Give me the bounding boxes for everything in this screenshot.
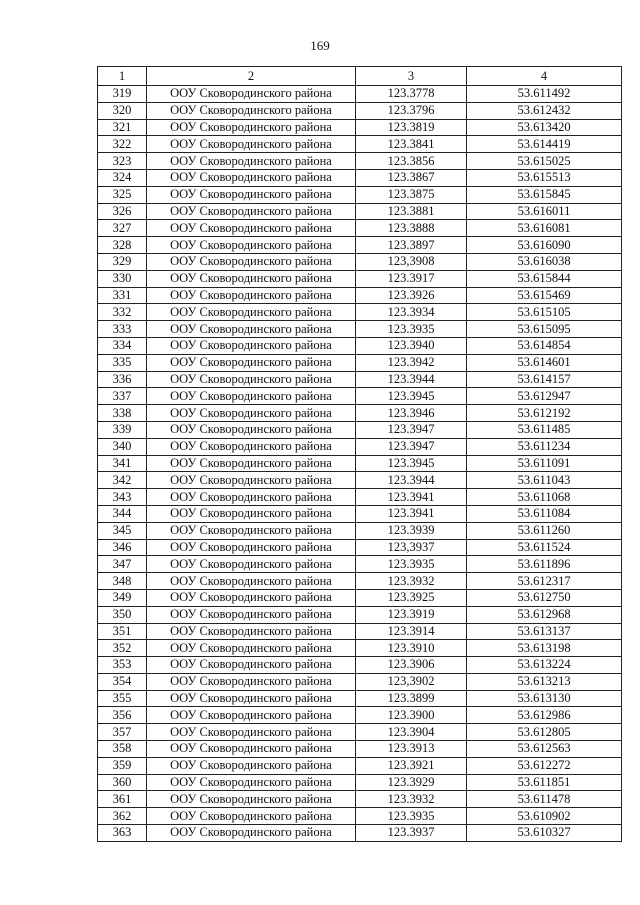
row-number: 341 (98, 455, 147, 472)
longitude-value: 123.3941 (356, 505, 467, 522)
longitude-value: 123.3919 (356, 606, 467, 623)
table-row (98, 657, 622, 674)
latitude-value: 53.611478 (467, 791, 622, 808)
latitude-value: 53.615513 (467, 169, 622, 186)
row-number: 334 (98, 337, 147, 354)
longitude-value: 123.3947 (356, 438, 467, 455)
longitude-value: 123.3867 (356, 169, 467, 186)
row-number: 358 (98, 741, 147, 758)
latitude-value: 53.611084 (467, 505, 622, 522)
table-row (98, 136, 622, 153)
latitude-value: 53.615844 (467, 270, 622, 287)
latitude-value: 53.612272 (467, 757, 622, 774)
organization-name: ООУ Сковородинского района (147, 741, 356, 758)
longitude-value: 123.3796 (356, 102, 467, 119)
row-number: 357 (98, 724, 147, 741)
row-number: 331 (98, 287, 147, 304)
latitude-value: 53.613130 (467, 690, 622, 707)
latitude-value: 53.610327 (467, 825, 622, 842)
longitude-value: 123.3841 (356, 136, 467, 153)
row-number: 330 (98, 270, 147, 287)
table-row (98, 371, 622, 388)
table-row (98, 270, 622, 287)
table-row (98, 186, 622, 203)
organization-name: ООУ Сковородинского района (147, 186, 356, 203)
table-row (98, 505, 622, 522)
table-row (98, 119, 622, 136)
longitude-value: 123.3944 (356, 472, 467, 489)
table-row (98, 589, 622, 606)
table-row (98, 388, 622, 405)
longitude-value: 123.3945 (356, 455, 467, 472)
organization-name: ООУ Сковородинского района (147, 321, 356, 338)
organization-name: ООУ Сковородинского района (147, 539, 356, 556)
row-number: 362 (98, 808, 147, 825)
longitude-value: 123.3921 (356, 757, 467, 774)
longitude-value: 123.3888 (356, 220, 467, 237)
longitude-value: 123.3947 (356, 421, 467, 438)
organization-name: ООУ Сковородинского района (147, 556, 356, 573)
table-row (98, 640, 622, 657)
longitude-value: 123,3902 (356, 673, 467, 690)
organization-name: ООУ Сковородинского района (147, 253, 356, 270)
row-number: 363 (98, 825, 147, 842)
latitude-value: 53.612317 (467, 573, 622, 590)
table-row (98, 455, 622, 472)
longitude-value: 123.3900 (356, 707, 467, 724)
organization-name: ООУ Сковородинского района (147, 136, 356, 153)
longitude-value: 123.3941 (356, 489, 467, 506)
row-number: 354 (98, 673, 147, 690)
organization-name: ООУ Сковородинского района (147, 825, 356, 842)
latitude-value: 53.611851 (467, 774, 622, 791)
organization-name: ООУ Сковородинского района (147, 371, 356, 388)
longitude-value: 123.3935 (356, 556, 467, 573)
row-number: 352 (98, 640, 147, 657)
longitude-value: 123.3939 (356, 522, 467, 539)
row-number: 361 (98, 791, 147, 808)
row-number: 328 (98, 237, 147, 254)
table-row (98, 673, 622, 690)
row-number: 321 (98, 119, 147, 136)
table-row (98, 724, 622, 741)
table-row (98, 539, 622, 556)
organization-name: ООУ Сковородинского района (147, 237, 356, 254)
longitude-value: 123.3944 (356, 371, 467, 388)
latitude-value: 53.612563 (467, 741, 622, 758)
latitude-value: 53.616038 (467, 253, 622, 270)
table-row (98, 522, 622, 539)
latitude-value: 53.616011 (467, 203, 622, 220)
header-col-2: 2 (147, 67, 356, 86)
latitude-value: 53.612986 (467, 707, 622, 724)
latitude-value: 53.611234 (467, 438, 622, 455)
table-row (98, 253, 622, 270)
table-row (98, 707, 622, 724)
table-row (98, 825, 622, 842)
longitude-value: 123,3908 (356, 253, 467, 270)
latitude-value: 53.611896 (467, 556, 622, 573)
organization-name: ООУ Сковородинского района (147, 472, 356, 489)
table-body (98, 86, 622, 842)
table-row (98, 304, 622, 321)
latitude-value: 53.614419 (467, 136, 622, 153)
latitude-value: 53.611043 (467, 472, 622, 489)
longitude-value: 123.3899 (356, 690, 467, 707)
table-row (98, 489, 622, 506)
longitude-value: 123.3940 (356, 337, 467, 354)
organization-name: ООУ Сковородинского района (147, 203, 356, 220)
longitude-value: 123.3935 (356, 321, 467, 338)
row-number: 353 (98, 657, 147, 674)
organization-name: ООУ Сковородинского района (147, 354, 356, 371)
longitude-value: 123.3819 (356, 119, 467, 136)
latitude-value: 53.612432 (467, 102, 622, 119)
organization-name: ООУ Сковородинского района (147, 388, 356, 405)
table-row (98, 472, 622, 489)
row-number: 344 (98, 505, 147, 522)
table-row (98, 573, 622, 590)
table-row (98, 774, 622, 791)
row-number: 327 (98, 220, 147, 237)
latitude-value: 53.613137 (467, 623, 622, 640)
table-row (98, 153, 622, 170)
row-number: 356 (98, 707, 147, 724)
table-header-row (98, 67, 622, 86)
row-number: 359 (98, 757, 147, 774)
table-row (98, 791, 622, 808)
table-row (98, 237, 622, 254)
latitude-value: 53.616081 (467, 220, 622, 237)
table-row (98, 86, 622, 103)
latitude-value: 53.616090 (467, 237, 622, 254)
table-row (98, 556, 622, 573)
longitude-value: 123.3856 (356, 153, 467, 170)
organization-name: ООУ Сковородинского района (147, 421, 356, 438)
table-row (98, 354, 622, 371)
table-row (98, 606, 622, 623)
row-number: 355 (98, 690, 147, 707)
row-number: 322 (98, 136, 147, 153)
table-row (98, 405, 622, 422)
row-number: 348 (98, 573, 147, 590)
organization-name: ООУ Сковородинского района (147, 270, 356, 287)
longitude-value: 123.3932 (356, 791, 467, 808)
organization-name: ООУ Сковородинского района (147, 455, 356, 472)
row-number: 346 (98, 539, 147, 556)
longitude-value: 123.3914 (356, 623, 467, 640)
latitude-value: 53.611260 (467, 522, 622, 539)
latitude-value: 53.611492 (467, 86, 622, 103)
row-number: 347 (98, 556, 147, 573)
page-number: 169 (310, 38, 330, 53)
header-col-3: 3 (356, 67, 467, 86)
organization-name: ООУ Сковородинского района (147, 153, 356, 170)
latitude-value: 53.615105 (467, 304, 622, 321)
organization-name: ООУ Сковородинского района (147, 573, 356, 590)
organization-name: ООУ Сковородинского района (147, 724, 356, 741)
row-number: 338 (98, 405, 147, 422)
row-number: 342 (98, 472, 147, 489)
longitude-value: 123.3881 (356, 203, 467, 220)
longitude-value: 123.3937 (356, 825, 467, 842)
row-number: 337 (98, 388, 147, 405)
longitude-value: 123.3913 (356, 741, 467, 758)
row-number: 345 (98, 522, 147, 539)
row-number: 350 (98, 606, 147, 623)
organization-name: ООУ Сковородинского района (147, 304, 356, 321)
longitude-value: 123.3946 (356, 405, 467, 422)
longitude-value: 123.3778 (356, 86, 467, 103)
longitude-value: 123.3904 (356, 724, 467, 741)
latitude-value: 53.615469 (467, 287, 622, 304)
row-number: 336 (98, 371, 147, 388)
organization-name: ООУ Сковородинского района (147, 438, 356, 455)
table-row (98, 808, 622, 825)
organization-name: ООУ Сковородинского района (147, 522, 356, 539)
row-number: 323 (98, 153, 147, 170)
row-number: 340 (98, 438, 147, 455)
header-col-1: 1 (98, 67, 147, 86)
latitude-value: 53.614157 (467, 371, 622, 388)
organization-name: ООУ Сковородинского района (147, 489, 356, 506)
header-col-4: 4 (467, 67, 622, 86)
row-number: 343 (98, 489, 147, 506)
organization-name: ООУ Сковородинского района (147, 757, 356, 774)
table-row (98, 757, 622, 774)
latitude-value: 53.611485 (467, 421, 622, 438)
longitude-value: 123.3929 (356, 774, 467, 791)
organization-name: ООУ Сковородинского района (147, 119, 356, 136)
longitude-value: 123.3942 (356, 354, 467, 371)
latitude-value: 53.612750 (467, 589, 622, 606)
latitude-value: 53.612805 (467, 724, 622, 741)
latitude-value: 53.614854 (467, 337, 622, 354)
latitude-value: 53.615845 (467, 186, 622, 203)
table-row (98, 287, 622, 304)
latitude-value: 53.612192 (467, 405, 622, 422)
coordinates-table (97, 66, 622, 842)
organization-name: ООУ Сковородинского района (147, 808, 356, 825)
longitude-value: 123.3906 (356, 657, 467, 674)
latitude-value: 53.612968 (467, 606, 622, 623)
latitude-value: 53.614601 (467, 354, 622, 371)
organization-name: ООУ Сковородинского района (147, 791, 356, 808)
organization-name: ООУ Сковородинского района (147, 405, 356, 422)
row-number: 332 (98, 304, 147, 321)
organization-name: ООУ Сковородинского района (147, 673, 356, 690)
row-number: 324 (98, 169, 147, 186)
organization-name: ООУ Сковородинского района (147, 640, 356, 657)
table-row (98, 337, 622, 354)
organization-name: ООУ Сковородинского района (147, 86, 356, 103)
table-row (98, 220, 622, 237)
longitude-value: 123.3932 (356, 573, 467, 590)
longitude-value: 123.3910 (356, 640, 467, 657)
organization-name: ООУ Сковородинского района (147, 102, 356, 119)
longitude-value: 123,3937 (356, 539, 467, 556)
organization-name: ООУ Сковородинского района (147, 220, 356, 237)
table-row (98, 438, 622, 455)
organization-name: ООУ Сковородинского района (147, 690, 356, 707)
organization-name: ООУ Сковородинского района (147, 589, 356, 606)
longitude-value: 123.3934 (356, 304, 467, 321)
row-number: 335 (98, 354, 147, 371)
latitude-value: 53.611091 (467, 455, 622, 472)
latitude-value: 53.613224 (467, 657, 622, 674)
longitude-value: 123.3935 (356, 808, 467, 825)
row-number: 349 (98, 589, 147, 606)
table-row (98, 203, 622, 220)
table-row (98, 690, 622, 707)
longitude-value: 123.3897 (356, 237, 467, 254)
latitude-value: 53.612947 (467, 388, 622, 405)
row-number: 339 (98, 421, 147, 438)
row-number: 351 (98, 623, 147, 640)
row-number: 329 (98, 253, 147, 270)
longitude-value: 123.3926 (356, 287, 467, 304)
row-number: 319 (98, 86, 147, 103)
organization-name: ООУ Сковородинского района (147, 505, 356, 522)
row-number: 333 (98, 321, 147, 338)
organization-name: ООУ Сковородинского района (147, 606, 356, 623)
latitude-value: 53.613198 (467, 640, 622, 657)
longitude-value: 123.3917 (356, 270, 467, 287)
organization-name: ООУ Сковородинского района (147, 623, 356, 640)
longitude-value: 123.3875 (356, 186, 467, 203)
latitude-value: 53.611524 (467, 539, 622, 556)
latitude-value: 53.613420 (467, 119, 622, 136)
table-row (98, 169, 622, 186)
organization-name: ООУ Сковородинского района (147, 169, 356, 186)
table-row (98, 102, 622, 119)
organization-name: ООУ Сковородинского района (147, 657, 356, 674)
latitude-value: 53.615025 (467, 153, 622, 170)
row-number: 360 (98, 774, 147, 791)
row-number: 320 (98, 102, 147, 119)
latitude-value: 53.613213 (467, 673, 622, 690)
table-row (98, 741, 622, 758)
latitude-value: 53.611068 (467, 489, 622, 506)
latitude-value: 53.615095 (467, 321, 622, 338)
organization-name: ООУ Сковородинского района (147, 287, 356, 304)
table-row (98, 321, 622, 338)
longitude-value: 123.3925 (356, 589, 467, 606)
organization-name: ООУ Сковородинского района (147, 337, 356, 354)
organization-name: ООУ Сковородинского района (147, 707, 356, 724)
table-row (98, 623, 622, 640)
longitude-value: 123.3945 (356, 388, 467, 405)
organization-name: ООУ Сковородинского района (147, 774, 356, 791)
latitude-value: 53.610902 (467, 808, 622, 825)
table-row (98, 421, 622, 438)
row-number: 326 (98, 203, 147, 220)
row-number: 325 (98, 186, 147, 203)
